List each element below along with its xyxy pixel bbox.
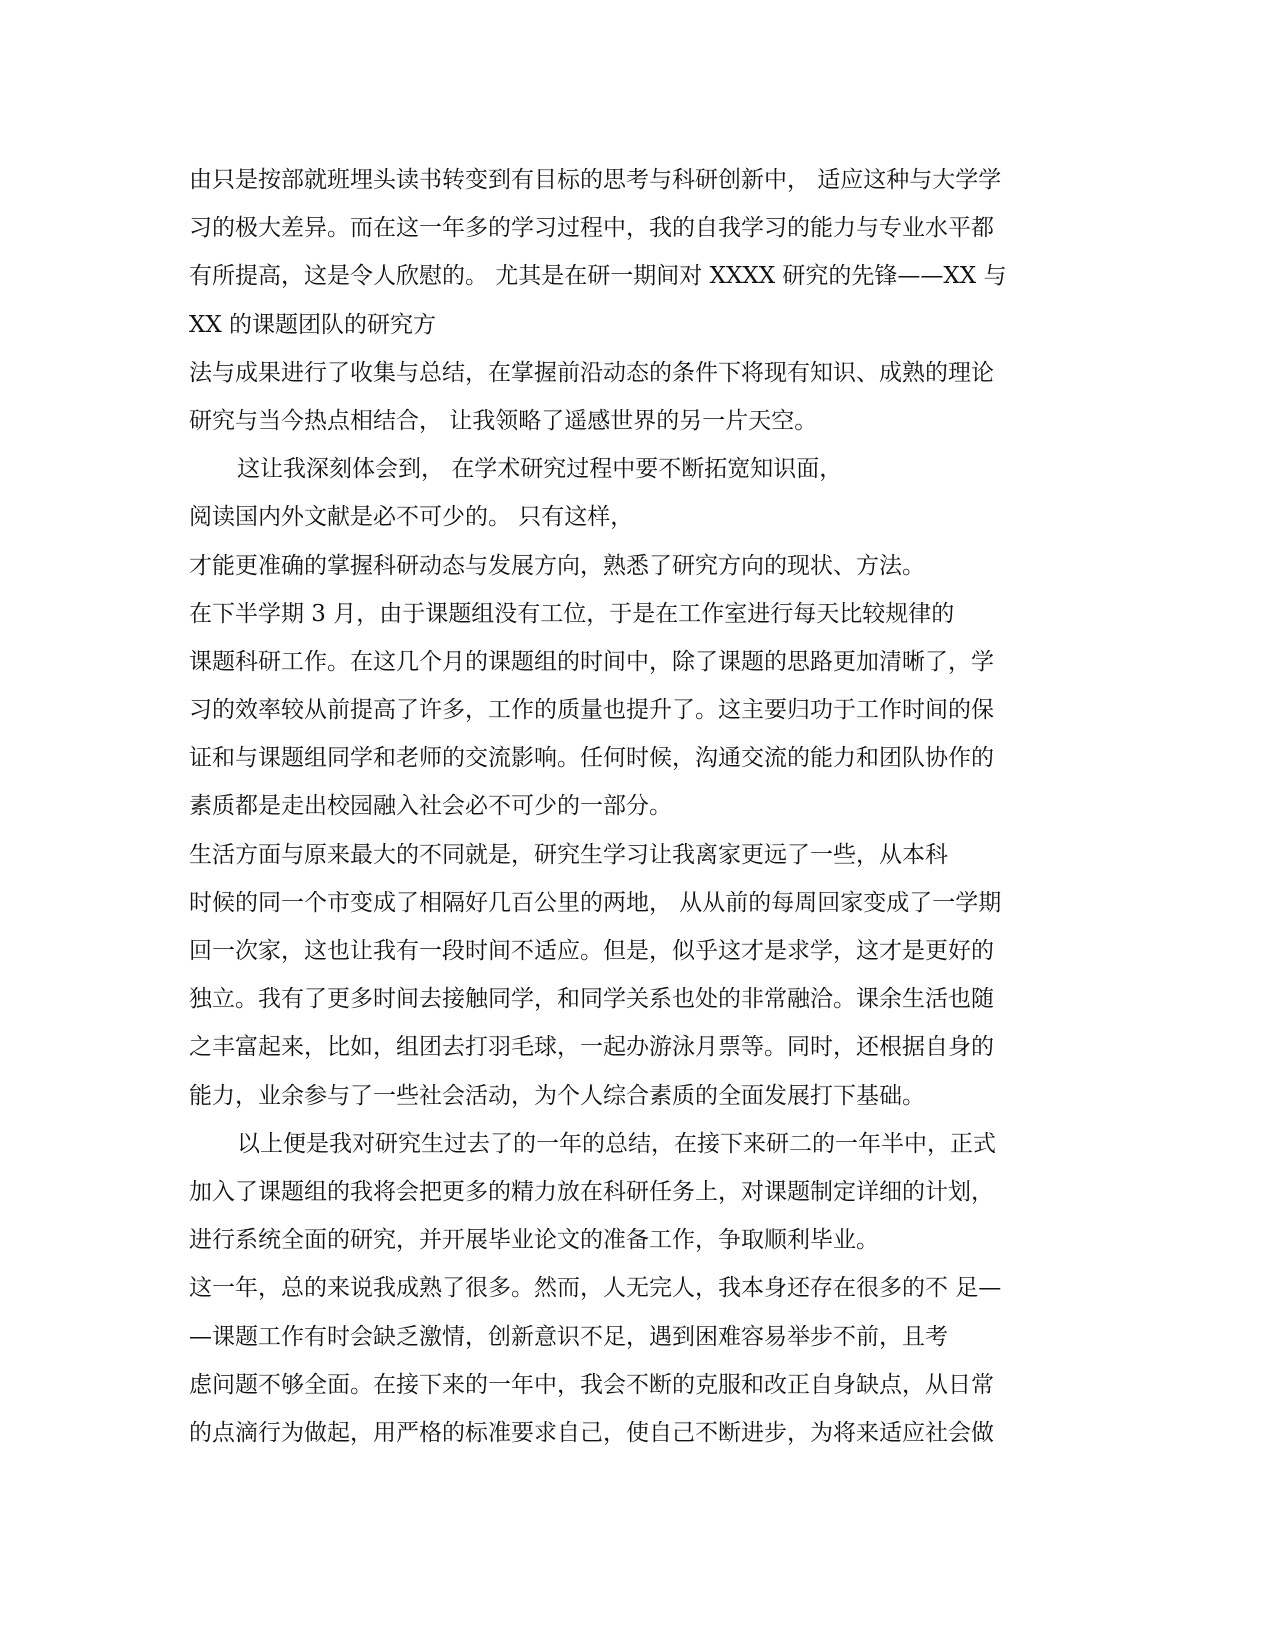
text-line: 的点滴行为做起，用严格的标准要求自己，使自己不断进步，为将来适应社会做 — [189, 1419, 994, 1446]
text-line: 这让我深刻体会到， 在学术研究过程中要不断拓宽知识面， — [237, 456, 843, 483]
text-line: 习的极大差异。而在这一年多的学习过程中，我的自我学习的能力与专业水平都 — [189, 215, 994, 242]
text-line: 之丰富起来，比如，组团去打羽毛球，一起办游泳月票等。同时，还根据自身的 — [189, 1034, 994, 1061]
text-line: 回一次家，这也让我有一段时间不适应。但是，似乎这才是求学，这才是更好的 — [189, 938, 994, 964]
text-line: 进行系统全面的研究，并开展毕业论文的准备工作，争取顺利毕业。 — [189, 1227, 879, 1254]
body-text — [189, 156, 1089, 1457]
text-line: 由只是按部就班埋头读书转变到有目标的思考与科研创新中， 适应这种与大学学 — [189, 167, 1002, 193]
text-line: 加入了课题组的我将会把更多的精力放在科研任务上，对课题制定详细的计划， — [189, 1178, 994, 1205]
text-line: 阅读国内外文献是必不可少的。 只有这样， — [189, 504, 634, 531]
text-line: XX 的课题团队的研究方 — [189, 311, 437, 338]
text-line: 研究与当今热点相结合， 让我领略了遥感世界的另一片天空。 — [189, 407, 818, 434]
text-line: 以上便是我对研究生过去了的一年的总结，在接下来研二的一年半中，正式 — [237, 1130, 996, 1157]
text-line: 才能更准确的掌握科研动态与发展方向，熟悉了研究方向的现状、方法。 — [189, 552, 925, 579]
text-line: 独立。我有了更多时间去接触同学，和同学关系也处的非常融洽。课余生活也随 — [189, 986, 994, 1013]
text-line: 素质都是走出校园融入社会必不可少的一部分。 — [189, 793, 672, 820]
text-line: 能力，业余参与了一些社会活动，为个人综合素质的全面发展打下基础。 — [189, 1082, 925, 1109]
text-line: 在下半学期 3 月，由于课题组没有工位，于是在工作室进行每天比较规律的 — [189, 600, 955, 627]
text-line: 生活方面与原来最大的不同就是，研究生学习让我离家更远了一些，从本科 — [189, 841, 948, 868]
text-line: 法与成果进行了收集与总结，在掌握前沿动态的条件下将现有知识、成熟的理论 — [189, 359, 994, 386]
text-line: 这一年，总的来说我成熟了很多。然而，人无完人，我本身还存在很多的不 足— — [189, 1275, 1002, 1302]
text-line: 习的效率较从前提高了许多，工作的质量也提升了。这主要归功于工作时间的保 — [189, 697, 994, 724]
text-line: 有所提高，这是令人欣慰的。 尤其是在研一期间对 XXXX 研究的先锋——XX 与 — [189, 263, 1007, 290]
text-line: —课题工作有时会缺乏激情，创新意识不足，遇到困难容易举步不前，且考 — [189, 1323, 948, 1350]
text-line: 虑问题不够全面。在接下来的一年中，我会不断的克服和改正自身缺点，从日常 — [189, 1371, 994, 1398]
text-line: 时候的同一个市变成了相隔好几百公里的两地， 从从前的每周回家变成了一学期 — [189, 889, 1002, 916]
text-line: 证和与课题组同学和老师的交流影响。任何时候，沟通交流的能力和团队协作的 — [189, 745, 994, 772]
text-line: 课题科研工作。在这几个月的课题组的时间中，除了课题的思路更加清晰了，学 — [189, 648, 994, 675]
